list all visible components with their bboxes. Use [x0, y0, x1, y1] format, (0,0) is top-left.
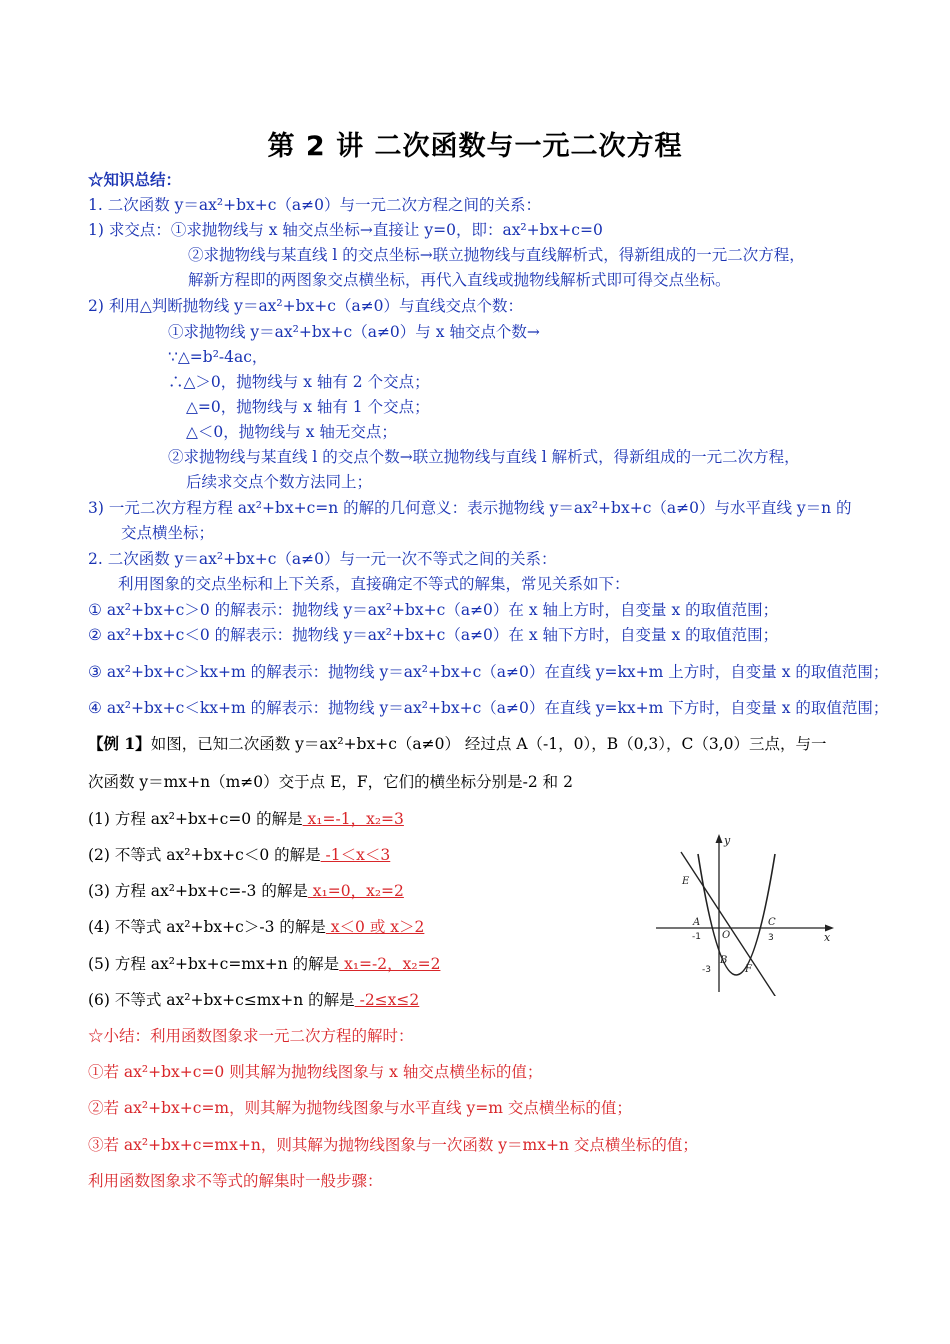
point-f-label: F — [745, 964, 752, 975]
text-line: ∵△=b²-4ac， — [168, 348, 268, 366]
tick-neg3-label: -3 — [702, 965, 711, 975]
text-line: ② ax²+bx+c＜0 的解表示：抛物线 y＝ax²+bx+c（a≠0）在 x 轴下方时，自变量 x 的取值范围； — [88, 626, 779, 644]
page-title: 第 2 讲 二次函数与一元二次方程 — [267, 131, 683, 162]
question-text: (3) 方程 ax²+bx+c=-3 的解是 — [88, 882, 308, 900]
text-line: 后续求交点个数方法同上； — [186, 473, 373, 491]
text-line: ②求抛物线与某直线 l 的交点个数→联立抛物线与直线 l 解析式，得新组成的一元二次方程， — [168, 448, 800, 466]
text-line: ③ ax²+bx+c＞kx+m 的解表示：抛物线 y＝ax²+bx+c（a≠0）在直线 y=kx+m 上方时，自变量 x 的取值范围； — [88, 663, 889, 681]
summary-line: 利用函数图象求不等式的解集时一般步骤： — [88, 1172, 383, 1190]
question-text: (1) 方程 ax²+bx+c=0 的解是 — [88, 810, 303, 828]
question-answer: x₁=0，x₂=2 — [307, 882, 404, 900]
text-line: ②求抛物线与某直线 l 的交点坐标→联立抛物线与直线解析式，得新组成的一元二次方程， — [188, 246, 805, 264]
text-line: 3) 一元二次方程方程 ax²+bx+c=n 的解的几何意义：表示抛物线 y＝ax²+bx+c（a≠0）与水平直线 y＝n 的 — [88, 499, 852, 517]
text-line: 2) 利用△判断抛物线 y＝ax²+bx+c（a≠0）与直线交点个数： — [88, 297, 524, 315]
summary-heading-red: ☆小结：利用函数图象求一元二次方程的解时： — [88, 1027, 414, 1045]
point-c-label: C — [768, 917, 776, 928]
text-line: ①求抛物线 y＝ax²+bx+c（a≠0）与 x 轴交点个数→ — [168, 323, 540, 341]
text-line: 1. 二次函数 y＝ax²+bx+c（a≠0）与一元二次方程之间的关系： — [88, 196, 542, 214]
text-line: △=0，抛物线与 x 轴有 1 个交点； — [186, 398, 430, 416]
question-6 — [88, 990, 419, 1010]
text-line: ④ ax²+bx+c＜kx+m 的解表示：抛物线 y＝ax²+bx+c（a≠0）在直线 y=kx+m 下方时，自变量 x 的取值范围； — [88, 699, 889, 717]
example-line-2: 次函数 y＝mx+n（m≠0）交于点 E，F，它们的横坐标分别是-2 和 2 — [88, 773, 573, 791]
question-answer: x₁=-1，x₂=3 — [302, 810, 404, 828]
parabola-curve — [698, 854, 775, 975]
text-line: ① ax²+bx+c＞0 的解表示：抛物线 y＝ax²+bx+c（a≠0）在 x 轴上方时，自变量 x 的取值范围； — [88, 601, 779, 619]
question-text: (4) 不等式 ax²+bx+c＞-3 的解是 — [88, 918, 326, 936]
question-2 — [88, 845, 390, 865]
question-3 — [88, 881, 404, 901]
summary-line: ③若 ax²+bx+c=mx+n，则其解为抛物线图象与一次函数 y＝mx+n 交点横坐标的值； — [88, 1136, 698, 1154]
y-axis-label: y — [724, 834, 731, 847]
origin-label: O — [722, 930, 731, 941]
text-line: 解新方程即的两图象交点横坐标，再代入直线或抛物线解析式即可得交点坐标。 — [188, 271, 731, 289]
text-line: 2. 二次函数 y＝ax²+bx+c（a≠0）与一元一次不等式之间的关系： — [88, 550, 557, 568]
example-text: 如图，已知二次函数 y＝ax²+bx+c（a≠0） 经过点 A（-1，0），B（0,3），C（3,0）三点，与一 — [150, 735, 827, 753]
text-line: △＜0，抛物线与 x 轴无交点； — [186, 423, 397, 441]
x-axis-label: x — [824, 931, 831, 944]
point-e-label: E — [682, 876, 690, 887]
summary-line: ②若 ax²+bx+c=m，则其解为抛物线图象与水平直线 y=m 交点横坐标的值； — [88, 1099, 632, 1117]
summary-heading: ☆知识总结： — [88, 170, 182, 189]
question-text: (6) 不等式 ax²+bx+c≤mx+n 的解是 — [88, 991, 355, 1009]
y-axis-arrow — [716, 834, 723, 843]
question-answer: x₁=-2，x₂=2 — [339, 955, 441, 973]
tick-neg1-label: -1 — [692, 932, 701, 942]
question-answer: -2≤x≤2 — [354, 991, 420, 1009]
summary-line: ①若 ax²+bx+c=0 则其解为抛物线图象与 x 轴交点横坐标的值； — [88, 1063, 543, 1081]
question-text: (2) 不等式 ax²+bx+c＜0 的解是 — [88, 846, 321, 864]
point-a-label: A — [693, 917, 701, 928]
parabola-graph — [652, 826, 842, 996]
question-4 — [88, 917, 424, 937]
text-line: ∴△＞0，抛物线与 x 轴有 2 个交点； — [168, 373, 430, 391]
question-answer: -1＜x＜3 — [320, 846, 391, 864]
question-5 — [88, 954, 440, 974]
example-line-1 — [88, 734, 827, 754]
text-line: 1) 求交点：①求抛物线与 x 轴交点坐标→直接让 y=0，即：ax²+bx+c=0 — [88, 221, 603, 239]
question-answer: x＜0 或 x＞2 — [325, 918, 425, 936]
text-line: 交点横坐标； — [121, 524, 215, 542]
question-1 — [88, 809, 404, 829]
example-label: 【例 1】 — [88, 734, 151, 753]
question-text: (5) 方程 ax²+bx+c=mx+n 的解是 — [88, 955, 340, 973]
point-b-label: B — [720, 955, 728, 966]
tick-3-label: 3 — [768, 933, 774, 943]
text-line: 利用图象的交点坐标和上下关系，直接确定不等式的解集，常见关系如下： — [118, 575, 630, 593]
